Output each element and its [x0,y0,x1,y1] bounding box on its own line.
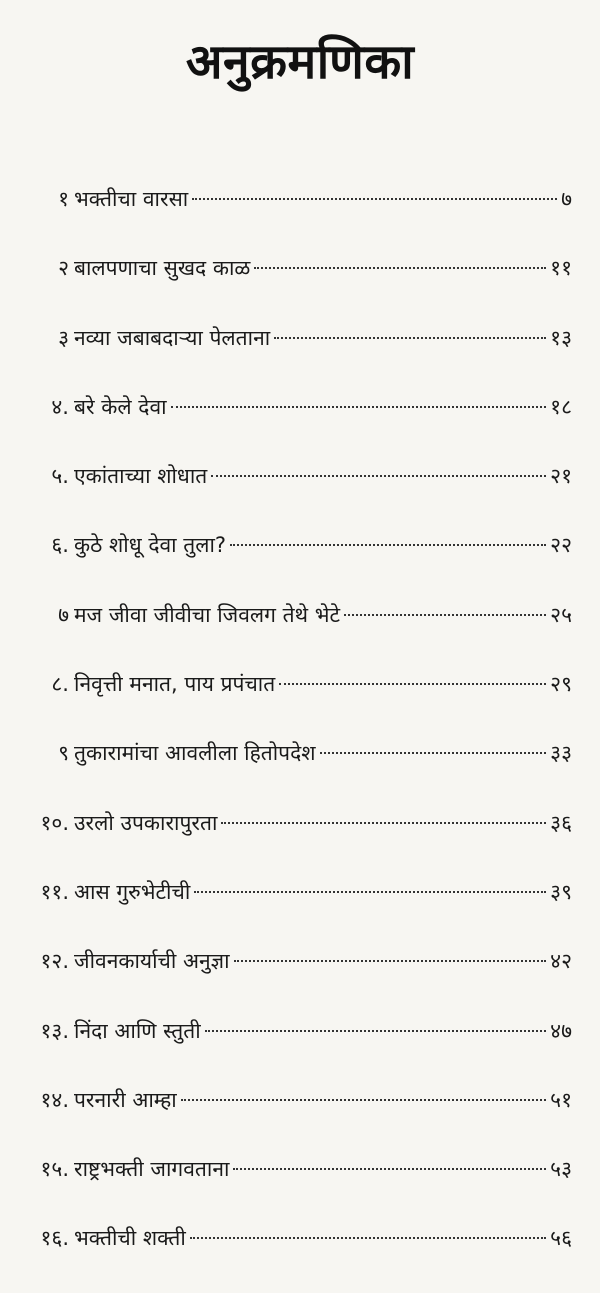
dot-leader [274,337,546,339]
dot-leader [320,752,547,754]
toc-entry [0,946,600,1015]
entry-body [74,530,572,560]
entry-body [74,253,572,283]
entry-number: ४. [51,394,69,419]
toc-entry [0,184,600,253]
entry-title: मज जीवा जीवीचा जिवलग तेथे भेटे [74,602,341,627]
entry-page: ३९ [550,879,572,904]
entry-page: २९ [550,672,572,697]
entry-number: ६. [51,533,69,558]
entry-number: १४. [40,1087,69,1112]
dot-leader [190,1237,546,1239]
toc-entry [0,1154,600,1223]
entry-number: ११. [40,879,69,904]
dot-leader [205,1030,546,1032]
entry-body [74,184,572,214]
entry-number: १३. [40,1018,69,1043]
entry-title: भक्तीचा वारसा [74,187,189,211]
entry-title: निवृत्ती मनात, पाय प्रपंचात [74,672,276,697]
toc-entry [0,1085,600,1154]
entry-number: १ [58,187,69,211]
dot-leader [194,891,546,893]
entry-number: ५. [51,464,69,489]
entry-number: १६. [40,1226,69,1251]
toc-entry [0,1223,600,1292]
entry-number: २ [58,256,69,281]
entry-page: ३३ [550,741,572,766]
dot-leader [233,1168,546,1170]
entry-number: ३ [58,325,69,350]
entry-number: १०. [40,810,69,835]
entry-page: ५३ [550,1157,572,1182]
toc-entry [0,253,600,322]
entry-body [74,1016,572,1046]
toc-entry [0,600,600,669]
entry-body [74,461,572,491]
entry-title: आस गुरुभेटीची [74,879,191,904]
dot-leader [344,614,546,616]
entry-page: ४७ [550,1018,572,1043]
entry-body [74,1085,572,1115]
entry-body [74,323,572,353]
dot-leader [192,198,557,200]
entry-body [74,1154,572,1184]
toc-entry [0,461,600,530]
entry-body [74,946,572,976]
entry-number: १२. [40,949,69,974]
entry-page: १३ [550,325,572,350]
page-title: अनुक्रमणिका [185,34,415,90]
toc-entry [0,392,600,461]
entry-page: ५१ [550,1087,572,1112]
table-of-contents [0,184,600,1293]
entry-page: २२ [550,533,572,558]
entry-title: उरलो उपकारापुरता [74,810,218,835]
entry-number: १५. [40,1157,69,1182]
entry-page: २१ [550,464,572,489]
dot-leader [279,683,546,685]
entry-title: भक्तीची शक्ती [74,1226,186,1251]
entry-title: निंदा आणि स्तुती [74,1018,201,1043]
dot-leader [181,1099,546,1101]
entry-body [74,1223,572,1253]
entry-title: बालपणाचा सुखद काळ [74,256,251,281]
entry-page: ३६ [550,810,572,835]
toc-entry [0,877,600,946]
dot-leader [211,475,546,477]
entry-page: ४२ [550,949,572,974]
entry-page: १८ [550,394,572,419]
toc-entry [0,669,600,738]
entry-title: तुकारामांचा आवलीला हितोपदेश [74,741,316,766]
dot-leader [221,822,546,824]
dot-leader [254,267,546,269]
entry-page: ५६ [550,1226,572,1251]
entry-title: नव्या जबाबदाऱ्या पेलताना [74,325,271,350]
entry-title: जीवनकार्याची अनुज्ञा [74,949,230,974]
toc-entry [0,1016,600,1085]
entry-title: कुठे शोधू देवा तुला? [74,533,227,558]
toc-entry [0,738,600,807]
dot-leader [171,406,547,408]
entry-title: परनारी आम्हा [74,1087,177,1112]
entry-number: ८. [51,672,69,697]
dot-leader [230,544,546,546]
entry-page: ७ [561,187,572,211]
entry-title: राष्ट्रभक्ती जागवताना [74,1157,230,1182]
entry-page: ११ [550,256,572,281]
entry-page: २५ [550,602,572,627]
entry-body [74,392,572,422]
entry-body [74,669,572,699]
entry-body [74,738,572,768]
entry-body [74,808,572,838]
entry-title: एकांताच्या शोधात [74,464,208,489]
toc-entry [0,530,600,599]
entry-title: बरे केले देवा [74,394,167,419]
entry-number: ९ [58,741,69,766]
dot-leader [234,960,547,962]
entry-body [74,600,572,630]
toc-entry [0,323,600,392]
toc-entry [0,808,600,877]
entry-body [74,877,572,907]
entry-number: ७ [58,602,69,627]
